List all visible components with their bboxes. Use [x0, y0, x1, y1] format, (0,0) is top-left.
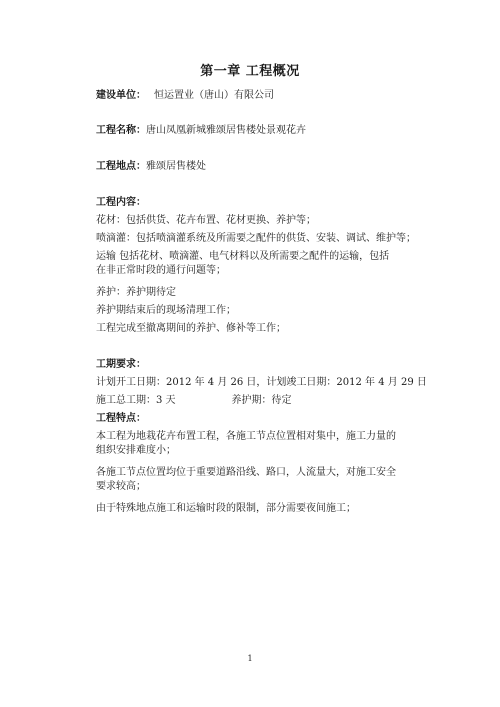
- content-item: 喷滴灌：包括喷滴灌系统及所需要之配件的供货、安装、调试、维护等；: [96, 233, 416, 244]
- location-value: 雅颂居售楼处: [146, 161, 206, 172]
- content-item: 运输 包括花材、喷滴灌、电气材料以及所需要之配件的运输，包括在非正常时段的通行问题等；: [96, 251, 390, 276]
- chapter-title: 第一章 工程概况: [200, 64, 300, 79]
- page-number: 1: [247, 654, 253, 663]
- builder-value: 恒运置业（唐山）有限公司: [154, 90, 274, 101]
- builder-label: 建设单位：: [96, 90, 146, 101]
- content-item: 养护期结束后的现场清理工作；: [96, 305, 236, 316]
- feature-item: 各施工节点位置均位于重要道路沿线、路口，人流量大，对施工安全要求较高；: [96, 467, 396, 492]
- feature-item: 由于特殊地点施工和运输时段的限制，部分需要夜间施工；: [96, 503, 356, 514]
- content-item: 花材：包括供货、花卉布置、花材更换、养护等；: [96, 215, 316, 226]
- schedule-duration-line: [96, 394, 396, 408]
- location-line: [96, 160, 396, 174]
- location-label: 工程地点：: [96, 161, 146, 172]
- total-duration: 施工总工期：3 天: [96, 395, 176, 406]
- feature-item: 本工程为地栽花卉布置工程，各施工节点位置相对集中，施工力量的组织安排难度小；: [96, 431, 396, 456]
- builder-line: [96, 89, 396, 103]
- content-label: 工程内容：: [96, 197, 146, 208]
- content-item: 养护：养护期待定: [96, 287, 176, 298]
- content-item: 工程完成至撤离期间的养护、修补等工作；: [96, 323, 286, 334]
- project-name-line: [96, 124, 396, 138]
- project-name-label: 工程名称：: [96, 125, 146, 136]
- features-label: 工程特点：: [96, 413, 146, 424]
- schedule-dates: 计划开工日期：2012 年 4 月 26 日，计划竣工日期：2012 年 4 月 29 日: [96, 377, 427, 388]
- project-name-value: 唐山凤凰新城雅颂居售楼处景观花卉: [146, 125, 306, 136]
- maintenance-period: 养护期：待定: [231, 395, 292, 406]
- schedule-label: 工期要求：: [96, 359, 146, 370]
